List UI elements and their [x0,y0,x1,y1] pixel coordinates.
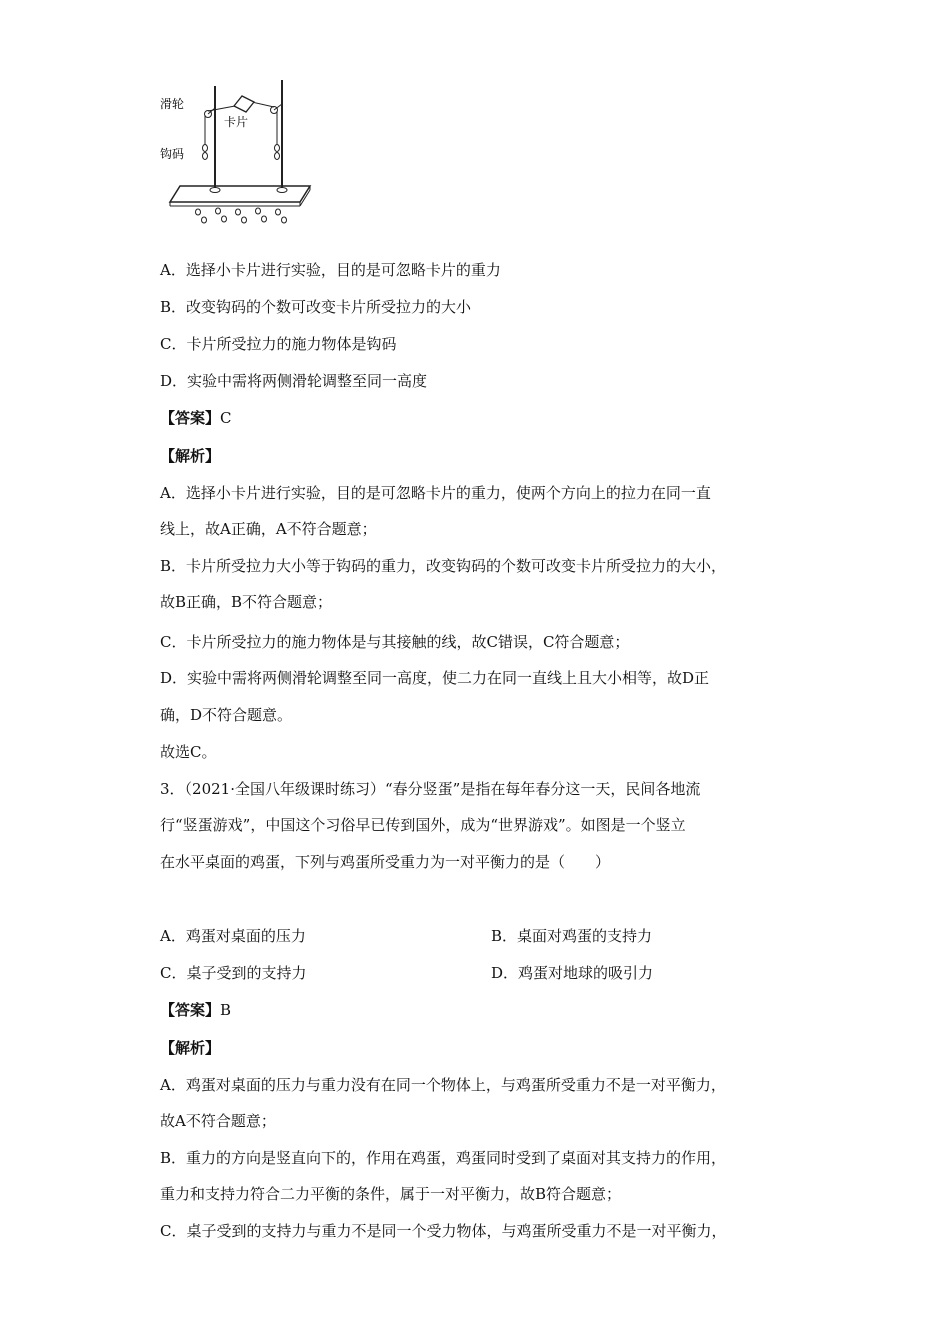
q3-analysis-label: 【解析】 [160,1039,221,1057]
q3-stem-line: 3．（2021·全国八年级课时练习）“春分竖蛋”是指在每年春分这一天，民间各地流 [160,780,701,798]
q3-analysis-line: B．重力的方向是竖直向下的，作用在鸡蛋，鸡蛋同时受到了桌面对其支持力的作用， [160,1149,727,1167]
q3-analysis-line: 故A不符合题意； [160,1112,276,1130]
q3-answer [160,1000,231,1020]
q3-option-d: D．鸡蛋对地球的吸引力 [491,964,654,982]
q2-conclusion: 故选C。 [160,743,217,761]
answer-value: C [220,409,232,427]
q3-analysis-line: 重力和支持力符合二力平衡的条件，属于一对平衡力，故B符合题意； [160,1185,622,1203]
q3-stem-line: 在水平桌面的鸡蛋，下列与鸡蛋所受重力为一对平衡力的是（ ） [160,853,611,871]
q2-analysis-label: 【解析】 [160,447,221,465]
q2-analysis-line: B．卡片所受拉力大小等于钩码的重力，改变钩码的个数可改变卡片所受拉力的大小， [160,557,727,575]
weights-label: 钩码 [160,147,185,161]
q2-analysis-line: 确，D不符合题意。 [160,706,293,724]
pulley-label: 滑轮 [160,97,185,111]
q2-option-b: B．改变钩码的个数可改变卡片所受拉力的大小 [160,298,472,316]
q2-analysis-line: D．实验中需将两侧滑轮调整至同一高度，使二力在同一直线上且大小相等，故D正 [160,669,710,687]
experiment-figure [160,78,320,228]
card-label: 卡片 [224,115,249,129]
q2-analysis-line: 故B正确，B不符合题意； [160,593,333,611]
answer-label: 【答案】 [160,1001,221,1019]
q2-option-c: C．卡片所受拉力的施力物体是钩码 [160,335,397,353]
q3-stem-line: 行“竖蛋游戏”，中国这个习俗早已传到国外，成为“世界游戏”。如图是一个竖立 [160,816,686,834]
q2-option-d: D．实验中需将两侧滑轮调整至同一高度 [160,372,428,390]
q3-option-c: C．桌子受到的支持力 [160,964,307,982]
q2-analysis-line: 线上，故A正确，A不符合题意； [160,520,377,538]
q2-answer [160,408,232,428]
q3-analysis-line: C．桌子受到的支持力与重力不是同一个受力物体，与鸡蛋所受重力不是一对平衡力， [160,1222,727,1240]
q2-option-a: A．选择小卡片进行实验，目的是可忽略卡片的重力 [160,261,501,279]
q3-option-b: B．桌面对鸡蛋的支持力 [491,927,653,945]
q2-analysis-line: C．卡片所受拉力的施力物体是与其接触的线，故C错误，C符合题意； [160,633,630,651]
q2-analysis-line: A．选择小卡片进行实验，目的是可忽略卡片的重力，使两个方向上的拉力在同一直 [160,484,711,502]
q3-analysis-line: A．鸡蛋对桌面的压力与重力没有在同一个物体上，与鸡蛋所受重力不是一对平衡力， [160,1076,726,1094]
q3-option-a: A．鸡蛋对桌面的压力 [160,927,306,945]
apparatus-diagram [160,78,320,228]
answer-label: 【答案】 [160,409,221,427]
answer-value: B [220,1001,232,1019]
